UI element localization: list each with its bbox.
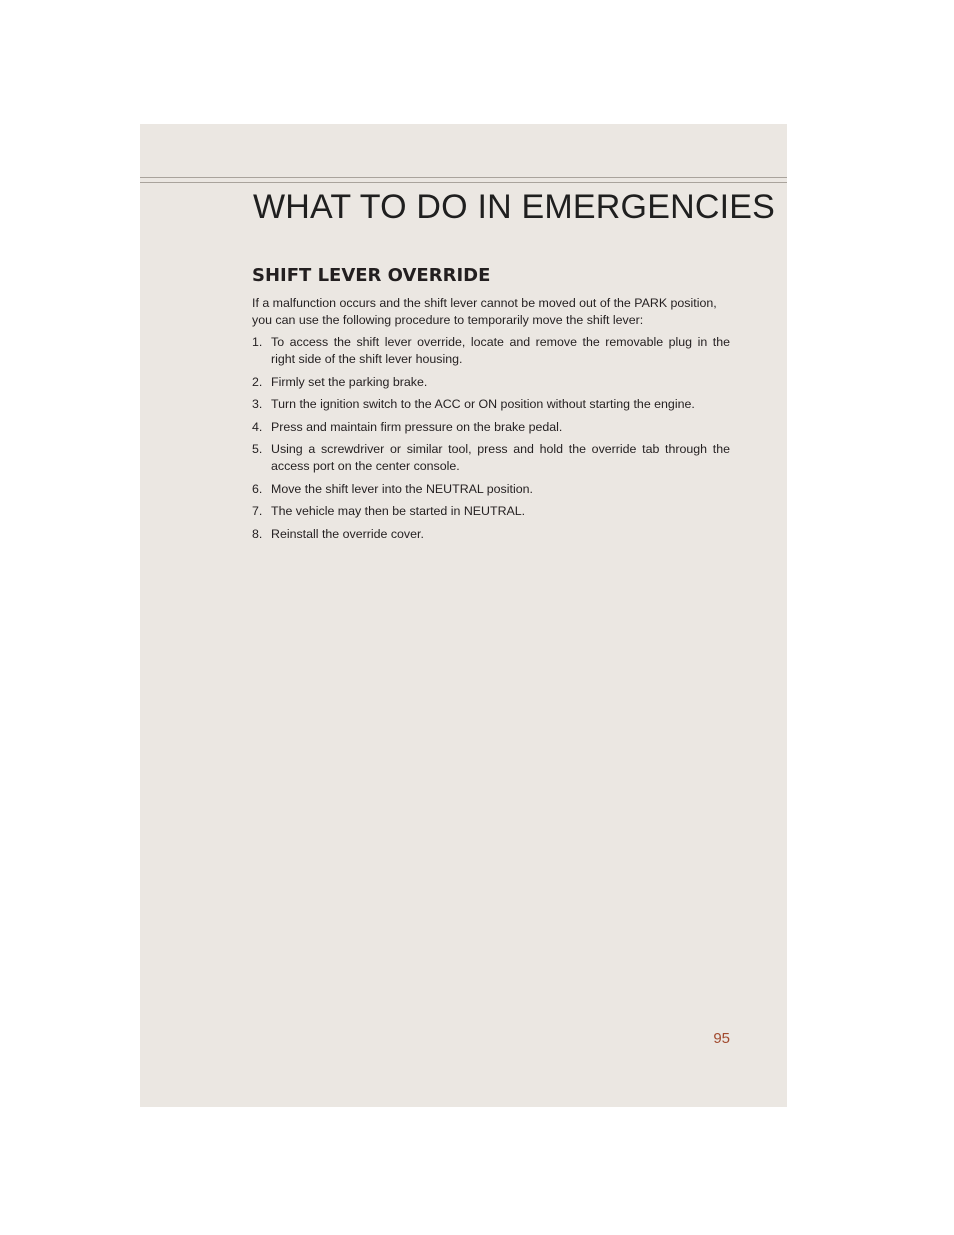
step-text: Press and maintain firm pressure on the brake pedal. bbox=[271, 419, 563, 434]
list-item bbox=[252, 503, 730, 520]
section-heading: SHIFT LEVER OVERRIDE bbox=[252, 265, 491, 286]
list-item bbox=[252, 419, 730, 436]
step-number: 4. bbox=[252, 419, 263, 434]
step-text: To access the shift lever override, locate and remove the removable plug in the right side of the shift lever housing. bbox=[271, 335, 730, 366]
list-item bbox=[252, 481, 730, 498]
list-item bbox=[252, 396, 730, 413]
step-text: Turn the ignition switch to the ACC or ON position without starting the engine. bbox=[271, 397, 695, 411]
step-number: 3. bbox=[252, 397, 263, 411]
list-item bbox=[252, 374, 730, 391]
intro-paragraph: If a malfunction occurs and the shift lever cannot be moved out of the PARK position, you can use the following procedure to temporarily move the shift lever: bbox=[252, 296, 717, 327]
step-text: Using a screwdriver or similar tool, press and hold the override tab through the access port on the center console. bbox=[271, 442, 730, 473]
step-text: Move the shift lever into the NEUTRAL position. bbox=[271, 481, 533, 496]
step-text: Firmly set the parking brake. bbox=[271, 374, 428, 389]
step-number: 7. bbox=[252, 504, 263, 518]
page-number: 95 bbox=[713, 1030, 730, 1047]
step-number: 6. bbox=[252, 481, 263, 496]
list-item bbox=[252, 441, 730, 475]
section-body bbox=[252, 295, 730, 548]
step-number: 8. bbox=[252, 526, 263, 541]
manual-page bbox=[140, 124, 787, 1107]
header-rule-bottom bbox=[140, 182, 787, 183]
procedure-steps bbox=[252, 334, 730, 543]
step-number: 5. bbox=[252, 442, 263, 456]
header-rule-top bbox=[140, 177, 787, 178]
step-number: 1. bbox=[252, 335, 263, 349]
step-number: 2. bbox=[252, 374, 263, 389]
step-text: The vehicle may then be started in NEUTRAL. bbox=[271, 504, 526, 518]
chapter-title: WHAT TO DO IN EMERGENCIES bbox=[253, 188, 775, 226]
step-text: Reinstall the override cover. bbox=[271, 526, 424, 541]
list-item bbox=[252, 526, 730, 543]
list-item bbox=[252, 334, 730, 368]
